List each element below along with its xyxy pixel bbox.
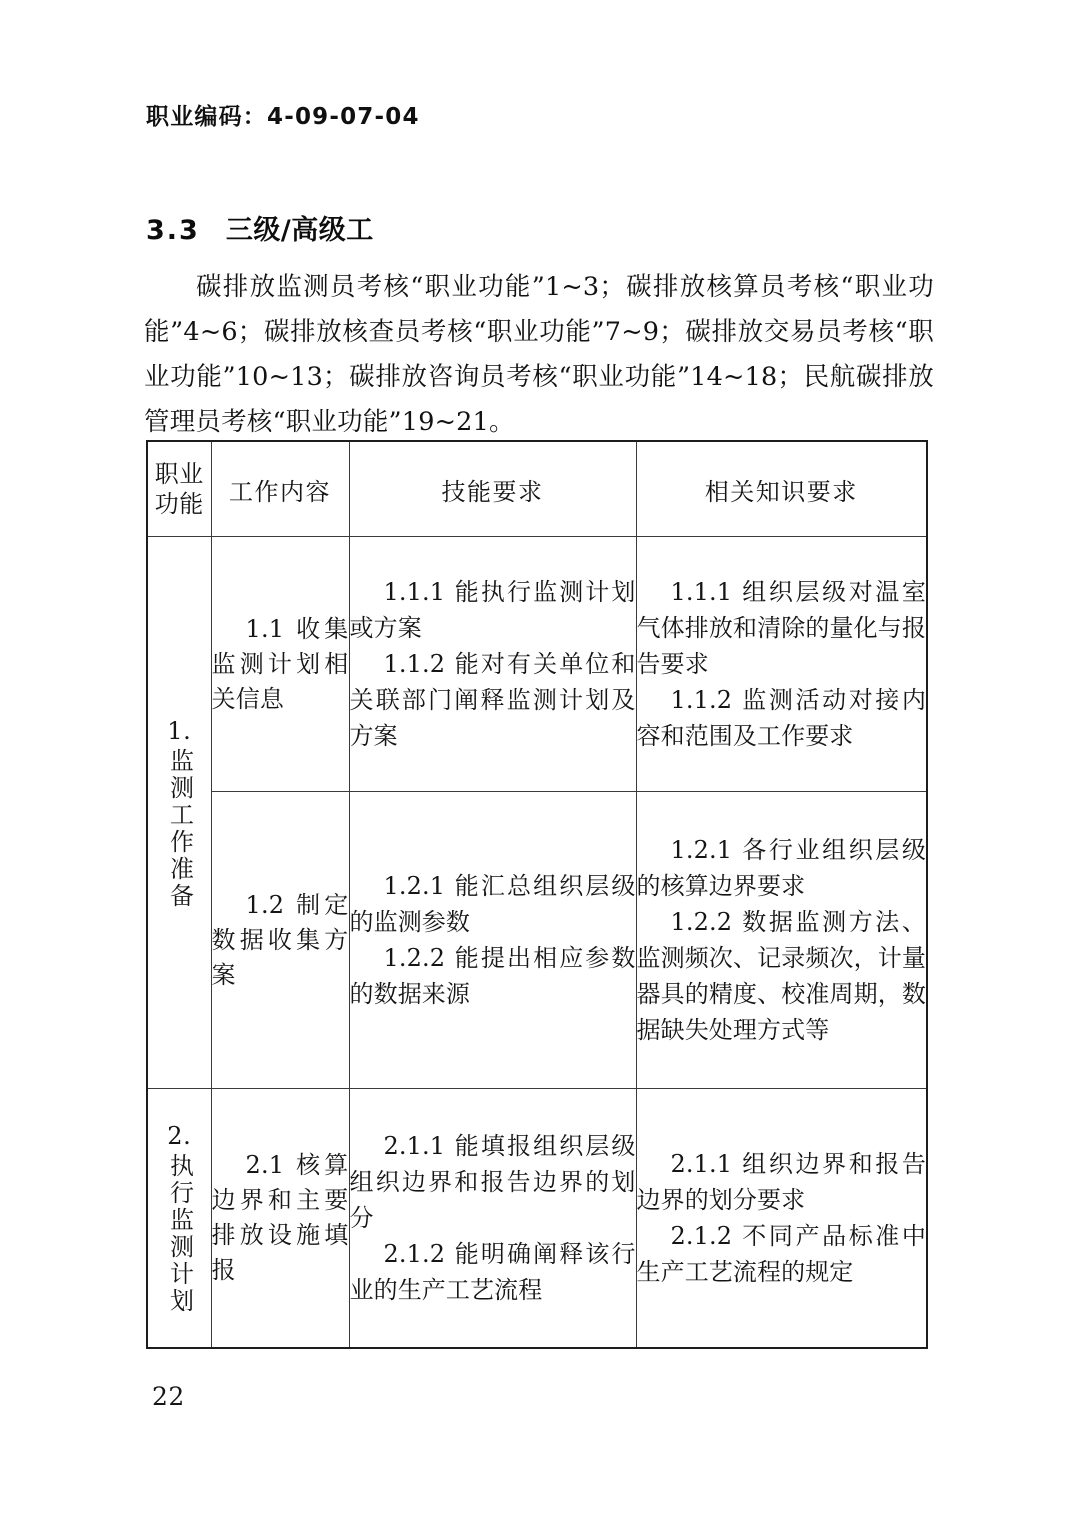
- skill-list-2-1: [349, 1089, 636, 1349]
- running-head: 职业编码：4-09-07-04: [146, 104, 420, 130]
- table-header-row: [147, 441, 927, 537]
- knowledge-list-2-1: [636, 1089, 927, 1349]
- skill-list-1-2: [349, 792, 636, 1089]
- header-work-content: 工作内容: [211, 441, 349, 537]
- work-content-2-1: 2.1 核算边界和主要排放设施填报: [211, 1089, 349, 1349]
- list-item: 2.1.2 能明确阐释该行业的生产工艺流程: [349, 1240, 636, 1304]
- function-number-1: 1.: [167, 716, 192, 745]
- table-row: [147, 792, 927, 1089]
- list-item: 1.1.1 能执行监测计划或方案: [349, 578, 636, 642]
- list-item: 2.1.2 不同产品标准中生产工艺流程的规定: [636, 1222, 926, 1286]
- function-cell-section-1: [147, 537, 211, 1089]
- section-heading: [146, 208, 374, 247]
- section-number: 3.3: [146, 215, 200, 246]
- list-item: 1.1.1 组织层级对温室气体排放和清除的量化与报告要求: [636, 578, 926, 678]
- header-function-line1: 职业: [154, 460, 204, 488]
- page-number: 22: [152, 1382, 185, 1411]
- function-cell-section-2: [147, 1089, 211, 1349]
- skills-requirements-table: [146, 440, 928, 1349]
- work-content-1-2: 1.2 制定数据收集方案: [211, 792, 349, 1089]
- knowledge-list-1-1: [636, 537, 927, 792]
- work-content-1-1: 1.1 收集监测计划相关信息: [211, 537, 349, 792]
- section-title: 三级/高级工: [225, 215, 374, 246]
- list-item: 1.2.1 能汇总组织层级的监测参数: [349, 872, 636, 936]
- list-item: 1.2.2 数据监测方法、监测频次、记录频次，计量器具的精度、校准周期，数据缺失处理方式等: [636, 908, 926, 1044]
- table-row: [147, 537, 927, 792]
- skill-list-1-1: [349, 537, 636, 792]
- knowledge-list-1-2: [636, 792, 927, 1089]
- function-name-2: 执行监测计划: [165, 1153, 194, 1315]
- list-item: 1.1.2 能对有关单位和关联部门阐释监测计划及方案: [349, 650, 636, 750]
- intro-paragraph: 碳排放监测员考核“职业功能”1~3；碳排放核算员考核“职业功能”4~6；碳排放核查员考核“职业功能”7~9；碳排放交易员考核“职业功能”10~13；碳排放咨询员考核“职业功能”14~18；民航碳排放管理员考核“职业功能”19~21。: [144, 272, 934, 437]
- header-knowledge-requirement: 相关知识要求: [636, 441, 927, 537]
- list-item: 1.2.2 能提出相应参数的数据来源: [349, 944, 636, 1008]
- list-item: 1.2.1 各行业组织层级的核算边界要求: [636, 836, 926, 900]
- list-item: 2.1.1 组织边界和报告边界的划分要求: [636, 1150, 926, 1214]
- table-row: [147, 1089, 927, 1349]
- header-occupational-function: [147, 441, 211, 537]
- header-function-line2: 功能: [154, 490, 204, 518]
- header-skill-requirement: 技能要求: [349, 441, 636, 537]
- function-name-1: 监测工作准备: [165, 747, 194, 910]
- list-item: 1.1.2 监测活动对接内容和范围及工作要求: [636, 686, 926, 750]
- function-number-2: 2.: [167, 1122, 192, 1150]
- list-item: 2.1.1 能填报组织层级组织边界和报告边界的划分: [349, 1132, 636, 1232]
